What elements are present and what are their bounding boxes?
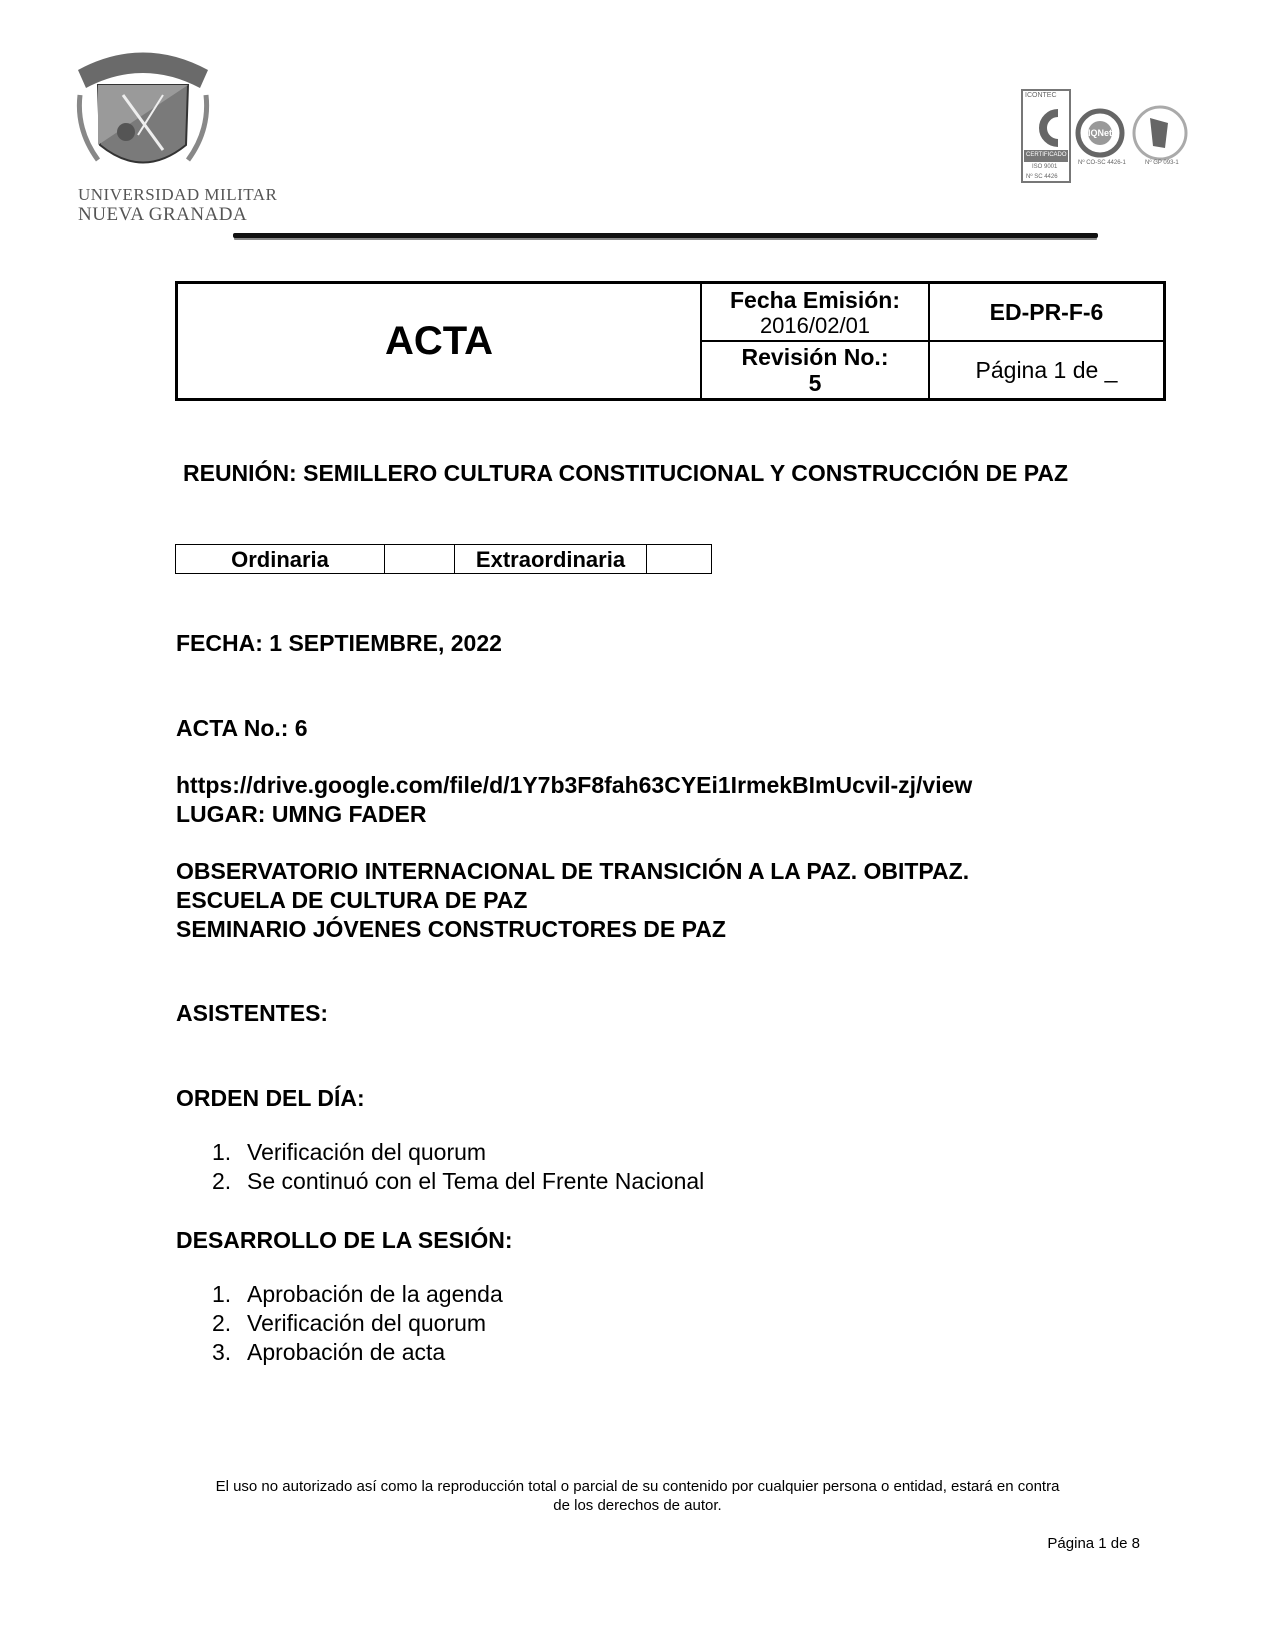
cert-label: CERTIFICADO (1026, 152, 1067, 158)
list-item (212, 1338, 503, 1367)
meeting-date: FECHA: 1 SEPTIEMBRE, 2022 (176, 630, 502, 656)
session-heading: DESARROLLO DE LA SESIÓN: (176, 1227, 513, 1253)
list-item-number: 2. (212, 1310, 232, 1336)
issue-date-cell (702, 284, 930, 342)
university-name-line2: NUEVA GRANADA (78, 204, 248, 225)
org-line-2: ESCUELA DE CULTURA DE PAZ (176, 887, 528, 913)
list-item-text: Verificación del quorum (247, 1310, 487, 1336)
certification-logos (1020, 88, 1210, 188)
certification-seals-icon (1020, 88, 1210, 188)
header-page-number: Página 1 de _ (975, 356, 1118, 383)
acta-number: ACTA No.: 6 (176, 715, 308, 741)
co-cert-number: Nº CO-SC 4426-1 (1078, 160, 1126, 166)
footer-page-number: Página 1 de 8 (1047, 1535, 1140, 1552)
agenda-heading: ORDEN DEL DÍA: (176, 1085, 365, 1111)
revision-value: 5 (808, 370, 822, 396)
ordinaria-label: Ordinaria (176, 545, 385, 573)
meeting-type-table (175, 544, 712, 574)
document-code: ED-PR-F-6 (930, 284, 1163, 342)
document-title: ACTA (178, 284, 702, 398)
issue-date-label: Fecha Emisión: (730, 287, 900, 313)
extraordinaria-checkbox[interactable] (647, 545, 711, 573)
copyright-line-2: de los derechos de autor. (553, 1497, 722, 1514)
meeting-title: REUNIÓN: SEMILLERO CULTURA CONSTITUCIONAL Y CONSTRUCCIÓN DE PAZ (183, 460, 1069, 486)
list-item-number: 1. (212, 1139, 232, 1165)
list-item (212, 1167, 704, 1196)
document-header-table (175, 281, 1166, 401)
list-item (212, 1309, 503, 1338)
list-item-text: Se continuó con el Tema del Frente Nacional (247, 1168, 705, 1194)
list-item (212, 1138, 704, 1167)
attendees-heading: ASISTENTES: (176, 1000, 329, 1026)
revision-cell (702, 342, 930, 398)
session-list (212, 1280, 503, 1367)
org-line-1: OBSERVATORIO INTERNACIONAL DE TRANSICIÓN A LA PAZ. OBITPAZ. (176, 858, 970, 884)
list-item-text: Aprobación de la agenda (247, 1281, 503, 1307)
list-item-number: 1. (212, 1281, 232, 1307)
meeting-location: LUGAR: UMNG FADER (176, 801, 427, 827)
list-item (212, 1280, 503, 1309)
cert-number: Nº SC 4426 (1026, 174, 1058, 180)
issue-date-value: 2016/02/01 (759, 313, 871, 338)
university-crest-icon (68, 40, 218, 190)
list-item-text: Verificación del quorum (247, 1139, 487, 1165)
iso-label: ISO 9001 (1032, 164, 1058, 170)
revision-label: Revisión No.: (741, 344, 889, 370)
header-rule (233, 233, 1098, 238)
extraordinaria-label: Extraordinaria (455, 545, 647, 573)
org-line-3: SEMINARIO JÓVENES CONSTRUCTORES DE PAZ (176, 916, 726, 942)
copyright-notice (150, 1477, 1125, 1515)
agenda-list (212, 1138, 704, 1196)
university-logo (68, 40, 278, 230)
list-item-number: 2. (212, 1168, 232, 1194)
copyright-line-1: El uso no autorizado así como la reproducción total o parcial de su contenido por cualquier persona o entidad, estará en contra (215, 1478, 1060, 1495)
list-item-text: Aprobación de acta (247, 1339, 446, 1365)
gp-cert-number: Nº GP 093-1 (1145, 160, 1179, 166)
iqnet-text: IQNet (1088, 128, 1113, 138)
recording-link[interactable]: https://drive.google.com/file/d/1Y7b3F8fah63CYEi1IrmekBImUcvil-zj/view (176, 772, 973, 798)
university-name-line1: UNIVERSIDAD MILITAR (78, 185, 278, 204)
icontec-text: ICONTEC (1025, 92, 1057, 99)
list-item-number: 3. (212, 1339, 232, 1365)
ordinaria-checkbox[interactable] (385, 545, 455, 573)
